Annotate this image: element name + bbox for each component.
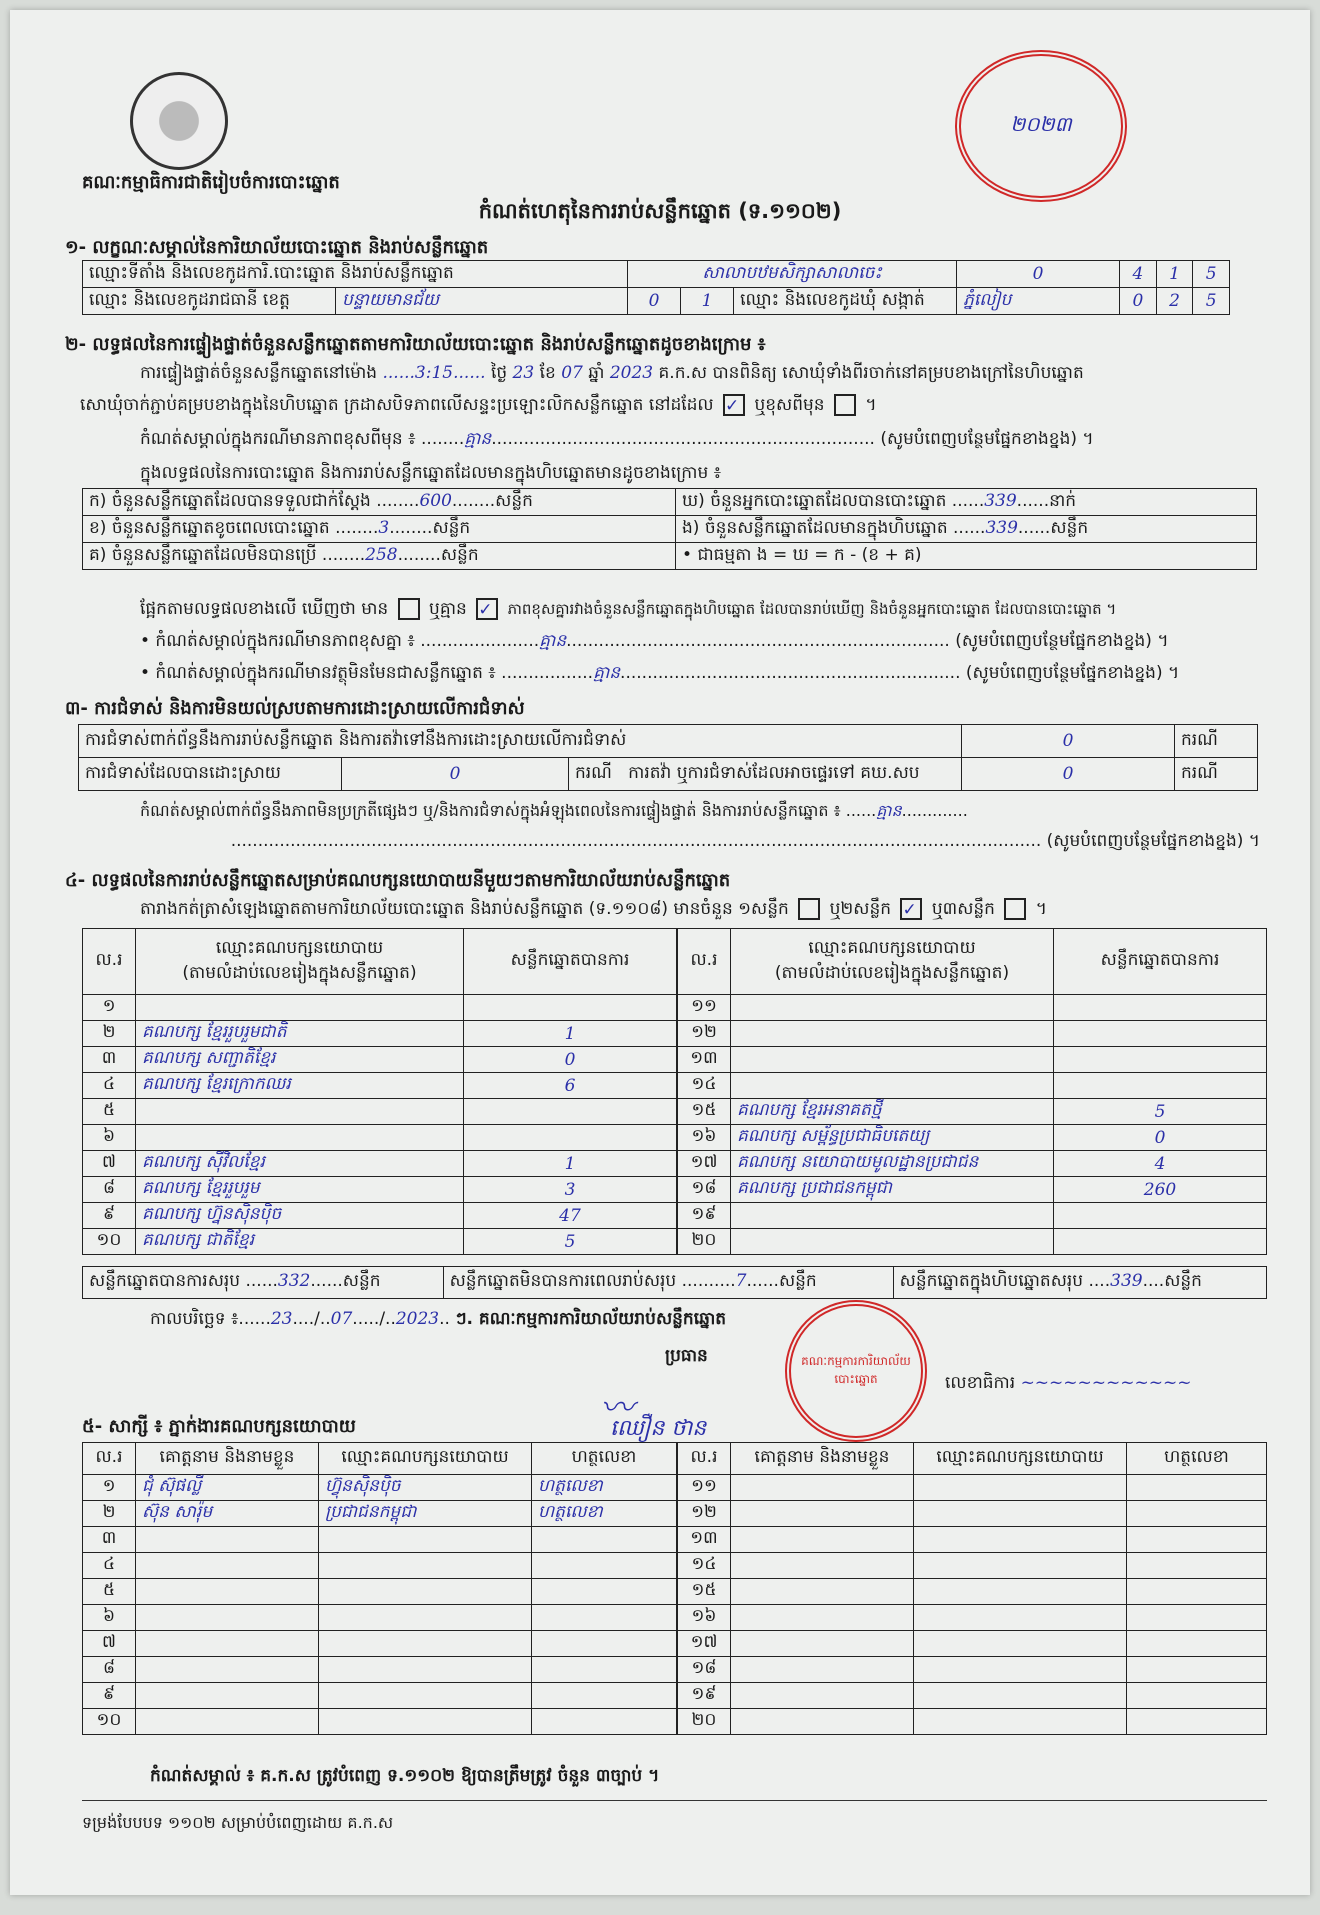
section4-title: ៤- លទ្ធផលនៃការរាប់សន្លឹកឆ្នោតសម្រាប់គណបក្សនយោបាយនីមួយៗតាមការិយាល័យរាប់សន្លឹកឆ្នោត	[65, 870, 731, 891]
row-number: ៩	[83, 1683, 136, 1709]
row-number: ១០	[83, 1229, 136, 1255]
party-name: គណបក្ស ស៊ីវិលខ្មែរ	[136, 1151, 464, 1177]
row-number: ១៧	[678, 1631, 731, 1657]
witness-row	[678, 1579, 1267, 1605]
location-code-4: 5	[1193, 261, 1230, 288]
row-number: ១	[83, 1475, 136, 1501]
witness-signature: ហត្ថលេខា	[532, 1501, 677, 1527]
party-votes	[464, 1099, 677, 1125]
party-votes	[1054, 1229, 1267, 1255]
party-votes: 5	[464, 1229, 677, 1255]
party-votes: 1	[464, 1021, 677, 1047]
witness-signature	[532, 1657, 677, 1683]
party-name	[731, 1073, 1054, 1099]
witness-party	[319, 1553, 532, 1579]
party-votes	[464, 995, 677, 1021]
received-ballots: 600	[419, 490, 452, 511]
commune-value: ភ្នំលៀប	[957, 288, 1120, 315]
witness-signature	[532, 1527, 677, 1553]
objection-count: 0	[962, 725, 1175, 758]
section1-title: ១- លក្ខណៈសម្គាល់នៃការិយាល័យបោះឆ្នោត និងរាប់សន្លឹកឆ្នោត	[65, 237, 489, 258]
row-number: ១២	[678, 1501, 731, 1527]
row-number: ១៤	[678, 1553, 731, 1579]
chair-signature: 〰︎	[600, 1388, 634, 1428]
witness-signature	[1127, 1475, 1267, 1501]
party-row	[83, 995, 677, 1021]
has-difference-checkbox[interactable]	[398, 598, 420, 620]
row-number: ៦	[83, 1125, 136, 1151]
row-number: ៧	[83, 1631, 136, 1657]
formula: • ជាធម្មតា ង = ឃ = ក - (ខ + គ)	[676, 543, 1257, 570]
commune-label: ឈ្មោះ និងលេខកូដឃុំ សង្កាត់	[734, 288, 957, 315]
witness-row	[678, 1501, 1267, 1527]
row-number: ៣	[83, 1527, 136, 1553]
province-code-2: 1	[681, 288, 734, 315]
location-code-3: 1	[1156, 261, 1193, 288]
witness-signature	[532, 1553, 677, 1579]
witness-signature	[532, 1631, 677, 1657]
top-stamp: ២០២៣	[955, 50, 1127, 202]
witness-party: ប្រជាជនកម្ពុជា	[319, 1501, 532, 1527]
witness-signature	[1127, 1527, 1267, 1553]
row-number: ១០	[83, 1709, 136, 1735]
section2-table: ក) ចំនួនសន្លឹកឆ្នោតដែលបានទទួលជាក់ស្តែង ........600........សន្លឹក ឃ) ចំនួនអ្នកបោះឆ្នោតដែលបានបោះឆ្នោត ......339......នាក់ ខ) ចំនួនសន្លឹកឆ្នោតខូចពេលបោះឆ្នោត ........3........សន្លឹក ង) ចំនួនសន្លឹកឆ្នោតដែលមានក្នុងហិបឆ្នោត ......339......សន្លឹក គ) ចំនួនសន្លឹកឆ្នោតដែលមិនបានប្រើ ........258........សន្លឹក • ជាធម្មតា ង = ឃ = ក - (ខ + គ)	[82, 488, 1257, 570]
row-number: ៥	[83, 1579, 136, 1605]
province-value: បន្ទាយមានជ័យ	[336, 288, 628, 315]
party-name	[731, 1021, 1054, 1047]
party-name	[731, 995, 1054, 1021]
province-code-1: 0	[628, 288, 681, 315]
party-votes: 1	[464, 1151, 677, 1177]
witness-party	[914, 1631, 1127, 1657]
party-row	[83, 1073, 677, 1099]
witness-party	[319, 1579, 532, 1605]
witness-signature	[532, 1709, 677, 1735]
witness-row	[678, 1683, 1267, 1709]
witness-party	[319, 1683, 532, 1709]
total-valid: 332	[277, 1271, 311, 1291]
party-votes: 0	[464, 1047, 677, 1073]
difference-note2-line: • កំណត់សម្គាល់ក្នុងករណីមានភាពខុសគ្នា ៖ ......................គ្មាន....................................................................... (សូមបំពេញបន្ថែមផ្នែកខាងខ្នង) ។	[140, 631, 1169, 651]
party-row	[678, 995, 1267, 1021]
witness-row	[678, 1475, 1267, 1501]
witness-table-right: ល.រ គោត្តនាម និងនាមខ្លួន ឈ្មោះគណបក្សនយោបាយ ហត្ថលេខា ១១ ១២ ១៣ ១៤ ១៥ ១៦ ១៧ ១៨ ១៩ ២០	[677, 1442, 1267, 1735]
party-row	[83, 1125, 677, 1151]
party-row	[83, 1021, 677, 1047]
commune-code-3: 5	[1193, 288, 1230, 315]
sheet-count-line: តារាងកត់ត្រាសំឡេងឆ្នោតតាមការិយាល័យបោះឆ្នោត និងរាប់សន្លឹកឆ្នោត (ទ.១១០៨) មានចំនួន ១សន្លឹក ឬ២សន្លឹក ✓ ឬ៣សន្លឹក ។	[140, 899, 1048, 920]
different-checkbox[interactable]	[834, 394, 856, 416]
section5-title: ៥- សាក្សី ៖ ភ្នាក់ងារគណបក្សនយោបាយ	[82, 1416, 356, 1437]
party-name	[136, 1125, 464, 1151]
row-number: ៣	[83, 1047, 136, 1073]
row-number: ១៨	[678, 1177, 731, 1203]
difference-note-line: កំណត់សម្គាល់ក្នុងករណីមានភាពខុសពីមុន ៖ ........គ្មាន....................................................................... (សូមបំពេញបន្ថែមផ្នែកខាងខ្នង) ។	[140, 429, 1094, 449]
party-name	[731, 1203, 1054, 1229]
total-invalid: 7	[735, 1271, 747, 1291]
witness-party	[914, 1475, 1127, 1501]
row-number: ២០	[678, 1709, 731, 1735]
witness-row	[83, 1579, 677, 1605]
section3-title: ៣- ការជំទាស់ និងការមិនយល់ស្របតាមការដោះស្រាយលើការជំទាស់	[65, 698, 525, 719]
row-number: ៥	[83, 1099, 136, 1125]
location-value: សាលាបឋមសិក្សាសាលាចេះ	[628, 261, 957, 288]
witness-signature	[1127, 1709, 1267, 1735]
party-name: គណបក្ស ប្រជាជនកម្ពុជា	[731, 1177, 1054, 1203]
witness-name	[731, 1657, 914, 1683]
total-in-box: 339	[1110, 1271, 1143, 1291]
two-sheet-checkbox[interactable]: ✓	[900, 898, 922, 920]
witness-name	[136, 1553, 319, 1579]
footnote: កំណត់សម្គាល់ ៖ គ.ក.ស ត្រូវបំពេញ ទ.១១០២ ឱ្យបានត្រឹមត្រូវ ចំនួន ៣ច្បាប់ ។	[150, 1766, 660, 1786]
verification-year: 2023	[609, 363, 654, 383]
commission-logo-icon	[130, 72, 228, 170]
witness-party	[914, 1605, 1127, 1631]
party-votes: 0	[1054, 1125, 1267, 1151]
irregularity-fill-note: ...................................................................................................................................................... (សូមបំពេញបន្ថែមផ្នែកខាងខ្នង) ។	[230, 831, 1260, 851]
witness-table-left: ល.រ គោត្តនាម និងនាមខ្លួន ឈ្មោះគណបក្សនយោបាយ ហត្ថលេខា ១ ជុំ ស៊ុផល្លី ហ៊្វុនស៊ិនប៉ិច ហត្ថលេខា ២ ស៊ុន សារ៉ុម ប្រជាជនកម្ពុជា ហត្ថលេខា ៣ ៤ ៥ ៦ ៧ ៨ ៩ ១០	[82, 1442, 677, 1735]
verification-time-line: ការផ្ទៀងផ្ទាត់ចំនួនសន្លឹកឆ្នោតនៅម៉ោង ......3:15...... ថ្ងៃ 23 ខែ 07 ឆ្នាំ 2023 គ.ក.ស បានពិនិត្យ សោឃុំទាំងពីរចាក់នៅគម្របខាងក្រៅនៃហិបឆ្នោត	[140, 363, 1084, 383]
party-name: គណបក្ស ខ្មែរក្រោកឈរ	[136, 1073, 464, 1099]
party-votes	[464, 1125, 677, 1151]
party-votes: 5	[1054, 1099, 1267, 1125]
witness-row	[83, 1553, 677, 1579]
witness-name	[731, 1475, 914, 1501]
footer-divider	[82, 1800, 1267, 1801]
witness-name	[731, 1709, 914, 1735]
verification-month: 07	[561, 363, 583, 383]
row-number: ២០	[678, 1229, 731, 1255]
row-number: ១៦	[678, 1605, 731, 1631]
unused-ballots: 258	[365, 544, 398, 565]
witness-name	[136, 1657, 319, 1683]
party-row	[678, 1203, 1267, 1229]
party-row	[678, 1073, 1267, 1099]
party-votes: 3	[464, 1177, 677, 1203]
form-title: កំណត់ហេតុនៃការរាប់សន្លឹកឆ្នោត (ទ.១១០២)	[478, 199, 842, 223]
province-label: ឈ្មោះ និងលេខកូដរាជធានី ខេត្ត	[83, 288, 336, 315]
object-note-line: • កំណត់សម្គាល់ក្នុងករណីមានវត្ថុមិនមែនជាសន្លឹកឆ្នោត ៖ .................គ្មាន............................................................... (សូមបំពេញបន្ថែមផ្នែកខាងខ្នង) ។	[140, 663, 1180, 683]
witness-party	[914, 1553, 1127, 1579]
witness-party	[914, 1579, 1127, 1605]
location-code-2: 4	[1120, 261, 1157, 288]
witness-name	[731, 1527, 914, 1553]
three-sheet-checkbox[interactable]	[1004, 898, 1026, 920]
witness-name: ជុំ ស៊ុផល្លី	[136, 1475, 319, 1501]
party-votes: 47	[464, 1203, 677, 1229]
witness-name	[136, 1631, 319, 1657]
voters-count: 339	[984, 490, 1017, 511]
witness-row	[678, 1553, 1267, 1579]
party-votes: 260	[1054, 1177, 1267, 1203]
witness-row	[83, 1683, 677, 1709]
witness-row	[678, 1657, 1267, 1683]
party-row	[83, 1047, 677, 1073]
witness-party	[914, 1501, 1127, 1527]
party-row	[678, 1021, 1267, 1047]
witness-row	[83, 1475, 677, 1501]
party-votes: 4	[1054, 1151, 1267, 1177]
witness-signature: ហត្ថលេខា	[532, 1475, 677, 1501]
party-name	[731, 1047, 1054, 1073]
witness-party	[319, 1657, 532, 1683]
party-name	[731, 1229, 1054, 1255]
row-number: ២	[83, 1021, 136, 1047]
office-stamp: គណៈកម្មការការិយាល័យបោះឆ្នោត	[785, 1300, 927, 1442]
same-checkbox[interactable]: ✓	[723, 394, 745, 416]
location-label: ឈ្មោះទីតាំង និងលេខកូដការិ.បោះឆ្នោត និងរាប់សន្លឹកឆ្នោត	[83, 261, 628, 288]
row-number: ៧	[83, 1151, 136, 1177]
party-row	[83, 1151, 677, 1177]
witness-party: ហ៊្វុនស៊ិនប៉ិច	[319, 1475, 532, 1501]
party-name: គណបក្ស សម្ព័ន្ធប្រជាធិបតេយ្យ	[731, 1125, 1054, 1151]
resolved-count: 0	[342, 758, 569, 791]
commune-code-1: 0	[1120, 288, 1157, 315]
row-number: ១៧	[678, 1151, 731, 1177]
witness-name	[731, 1683, 914, 1709]
party-row	[678, 1177, 1267, 1203]
chair-label: ប្រធាន	[665, 1346, 708, 1366]
totals-row: សន្លឹកឆ្នោតបានការសរុប ......332......សន្លឹក សន្លឹកឆ្នោតមិនបានការពេលរាប់សរុប ..........7......សន្លឹក សន្លឹកឆ្នោតក្នុងហិបឆ្នោតសរុប ....339....សន្លឹក	[82, 1266, 1267, 1299]
party-name: គណបក្ស ខ្មែរអនាគតថ្មី	[731, 1099, 1054, 1125]
party-row	[83, 1177, 677, 1203]
witness-party	[319, 1709, 532, 1735]
row-number: ១៥	[678, 1579, 731, 1605]
party-name: គណបក្ស ខ្មែររួបរួម	[136, 1177, 464, 1203]
row-number: ១៥	[678, 1099, 731, 1125]
no-difference-checkbox[interactable]: ✓	[476, 598, 498, 620]
witness-signature	[1127, 1683, 1267, 1709]
witness-name	[731, 1605, 914, 1631]
section3-table: ការជំទាស់ពាក់ព័ន្ធនឹងការរាប់សន្លឹកឆ្នោត និងការតវ៉ាទៅនឹងការដោះស្រាយលើការជំទាស់ 0 ករណី ការជំទាស់ដែលបានដោះស្រាយ 0 ករណី ការតវ៉ា ឬការជំទាស់ដែលអាចផ្ទេរទៅ គឃ.សប 0 ករណី	[78, 724, 1258, 791]
witness-party	[914, 1709, 1127, 1735]
section1-table	[82, 260, 1230, 315]
party-votes	[1054, 1047, 1267, 1073]
witness-signature	[1127, 1657, 1267, 1683]
commission-name: គណៈកម្មាធិការជាតិរៀបចំការបោះឆ្នោត	[82, 172, 340, 193]
row-number: ១៣	[678, 1527, 731, 1553]
party-row	[678, 1099, 1267, 1125]
one-sheet-checkbox[interactable]	[798, 898, 820, 920]
section2-title: ២- លទ្ធផលនៃការផ្ទៀងផ្ទាត់ចំនួនសន្លឹកឆ្នោតតាមការិយាល័យបោះឆ្នោត និងរាប់សន្លឹកឆ្នោតដូចខាងក្រោម ៖	[65, 334, 766, 355]
witness-signature	[532, 1579, 677, 1605]
witness-signature	[532, 1605, 677, 1631]
form-reference: ទម្រង់បែបបទ ១១០២ សម្រាប់បំពេញដោយ គ.ក.ស	[82, 1813, 394, 1832]
row-number: ១៨	[678, 1657, 731, 1683]
party-name: គណបក្ស ខ្មែររួបរួមជាតិ	[136, 1021, 464, 1047]
witness-party	[319, 1605, 532, 1631]
party-name: គណបក្ស ជាតិខ្មែរ	[136, 1229, 464, 1255]
party-name	[136, 995, 464, 1021]
party-name: គណបក្ស សញ្ជាតិខ្មែរ	[136, 1047, 464, 1073]
commune-code-2: 2	[1156, 288, 1193, 315]
date-line: កាលបរិច្ឆេទ ៖......23..../..07...../..2023.. ៗ. គណៈកម្មការការិយាល័យរាប់សន្លឹកឆ្នោត	[150, 1309, 727, 1329]
witness-signature	[1127, 1579, 1267, 1605]
row-number: ១២	[678, 1021, 731, 1047]
witness-signature	[1127, 1631, 1267, 1657]
witness-name	[136, 1709, 319, 1735]
results-intro: ក្នុងលទ្ធផលនៃការបោះឆ្នោត និងការរាប់សន្លឹកឆ្នោតដែលមានក្នុងហិបឆ្នោតមានដូចខាងក្រោម ៖	[140, 463, 722, 483]
witness-name	[731, 1631, 914, 1657]
irregularity-note-line: កំណត់សម្គាល់ពាក់ព័ន្ធនឹងភាពមិនប្រក្រតីផ្សេងៗ ឬ/និងការជំទាស់ក្នុងអំឡុងពេលនៃការផ្ទៀងផ្ទាត់ និងការរាប់សន្លឹកឆ្នោត ៖ ......គ្មាន.............	[140, 801, 968, 820]
party-name	[136, 1099, 464, 1125]
party-name: គណបក្ស ហ្វ៊ុនស៊ិនប៉ិច	[136, 1203, 464, 1229]
party-row	[678, 1229, 1267, 1255]
transferred-count: 0	[962, 758, 1175, 791]
party-results-right: ល.រ ឈ្មោះគណបក្សនយោបាយ (តាមលំដាប់លេខរៀងក្នុងសន្លឹកឆ្នោត) សន្លឹកឆ្នោតបានការ ១១ ១២ ១៣ ១៤ ១៥ គណបក្ស ខ្មែរអនាគតថ្មី 5 ១៦ គណបក្ស សម្ព័ន្ធប្រជាធិបតេយ្យ 0 ១៧ គណបក្ស នយោបាយមូលដ្ឋានប្រជាជន 4 ១៨ គណបក្ស ប្រជាជនកម្ពុជា 260 ១៩ ២០	[677, 928, 1267, 1255]
row-number: ៨	[83, 1657, 136, 1683]
witness-party	[914, 1683, 1127, 1709]
row-number: ១៩	[678, 1203, 731, 1229]
witness-row	[678, 1605, 1267, 1631]
party-votes	[1054, 995, 1267, 1021]
location-code-1: 0	[957, 261, 1120, 288]
witness-row	[83, 1657, 677, 1683]
party-row	[83, 1203, 677, 1229]
verification-time: 3:15	[414, 363, 454, 383]
witness-name	[731, 1553, 914, 1579]
ballots-in-box: 339	[985, 517, 1018, 538]
witness-row	[83, 1605, 677, 1631]
witness-name	[731, 1579, 914, 1605]
witness-row	[678, 1631, 1267, 1657]
party-votes	[1054, 1203, 1267, 1229]
witness-name	[136, 1527, 319, 1553]
witness-row	[678, 1709, 1267, 1735]
row-number: ១១	[678, 1475, 731, 1501]
comparison-line: ផ្អែកតាមលទ្ធផលខាងលើ ឃើញថា មាន ឬគ្មាន ✓ ភាពខុសគ្នារវាងចំនួនសន្លឹកឆ្នោតក្នុងហិបឆ្នោត ដែលបានរាប់ឃើញ និងចំនួនអ្នកបោះឆ្នោត ដែលបានបោះឆ្នោត ។	[140, 599, 1117, 620]
party-votes	[1054, 1073, 1267, 1099]
row-number: ១៤	[678, 1073, 731, 1099]
difference-note-value: គ្មាន	[464, 429, 492, 449]
witness-signature	[1127, 1605, 1267, 1631]
row-number: ៩	[83, 1203, 136, 1229]
row-number: ១១	[678, 995, 731, 1021]
verification-day: 23	[512, 363, 535, 383]
witness-row	[678, 1527, 1267, 1553]
witness-party	[914, 1657, 1127, 1683]
party-row	[83, 1229, 677, 1255]
party-votes: 6	[464, 1073, 677, 1099]
date-day: 23	[270, 1309, 293, 1329]
party-name: គណបក្ស នយោបាយមូលដ្ឋានប្រជាជន	[731, 1151, 1054, 1177]
row-number: ១៩	[678, 1683, 731, 1709]
row-number: ៤	[83, 1073, 136, 1099]
party-row	[678, 1151, 1267, 1177]
row-number: ៤	[83, 1553, 136, 1579]
witness-row	[83, 1631, 677, 1657]
witness-signature	[1127, 1501, 1267, 1527]
witness-party	[319, 1527, 532, 1553]
document-page	[10, 10, 1310, 1895]
date-year: 2023	[395, 1309, 440, 1329]
row-number: ៨	[83, 1177, 136, 1203]
witness-name	[731, 1501, 914, 1527]
date-month: 07	[330, 1309, 353, 1329]
witness-name	[136, 1579, 319, 1605]
chair-name: ឈឿន ថាន	[610, 1416, 707, 1441]
witness-signature	[532, 1683, 677, 1709]
row-number: ១៦	[678, 1125, 731, 1151]
secretary-line: លេខាធិការ ~~~~~~~~~~~~	[945, 1373, 1192, 1393]
witness-row	[83, 1501, 677, 1527]
spoiled-ballots: 3	[378, 517, 390, 538]
witness-party	[914, 1527, 1127, 1553]
witness-name: ស៊ុន សារ៉ុម	[136, 1501, 319, 1527]
row-number: ១៣	[678, 1047, 731, 1073]
witness-name	[136, 1605, 319, 1631]
witness-party	[319, 1631, 532, 1657]
party-row	[83, 1099, 677, 1125]
party-votes	[1054, 1021, 1267, 1047]
row-number: ៦	[83, 1605, 136, 1631]
party-results-left: ល.រ ឈ្មោះគណបក្សនយោបាយ (តាមលំដាប់លេខរៀងក្នុងសន្លឹកឆ្នោត) សន្លឹកឆ្នោតបានការ ១ ២ គណបក្ស ខ្មែររួបរួមជាតិ 1 ៣ គណបក្ស សញ្ជាតិខ្មែរ 0 ៤ គណបក្ស ខ្មែរក្រោកឈរ 6 ៥ ៦ ៧ គណបក្ស ស៊ីវិលខ្មែរ 1 ៨ គណបក្ស ខ្មែររួបរួម 3 ៩ គណបក្ស ហ្វ៊ុនស៊ិនប៉ិច 47 ១០ គណបក្ស ជាតិខ្មែរ 5	[82, 928, 677, 1255]
witness-signature	[1127, 1553, 1267, 1579]
row-number: ២	[83, 1501, 136, 1527]
witness-row	[83, 1709, 677, 1735]
row-number: ១	[83, 995, 136, 1021]
witness-name	[136, 1683, 319, 1709]
witness-row	[83, 1527, 677, 1553]
party-row	[678, 1047, 1267, 1073]
party-row	[678, 1125, 1267, 1151]
seal-line: សោឃុំចាក់ភ្ជាប់គម្របខាងក្នុងនៃហិបឆ្នោត ក្រដាសបិទភាពលើសន្ទះប្រឡោះលិកសន្លឹកឆ្នោត នៅដដែល ✓ ឬខុសពីមុន ។	[80, 395, 877, 416]
